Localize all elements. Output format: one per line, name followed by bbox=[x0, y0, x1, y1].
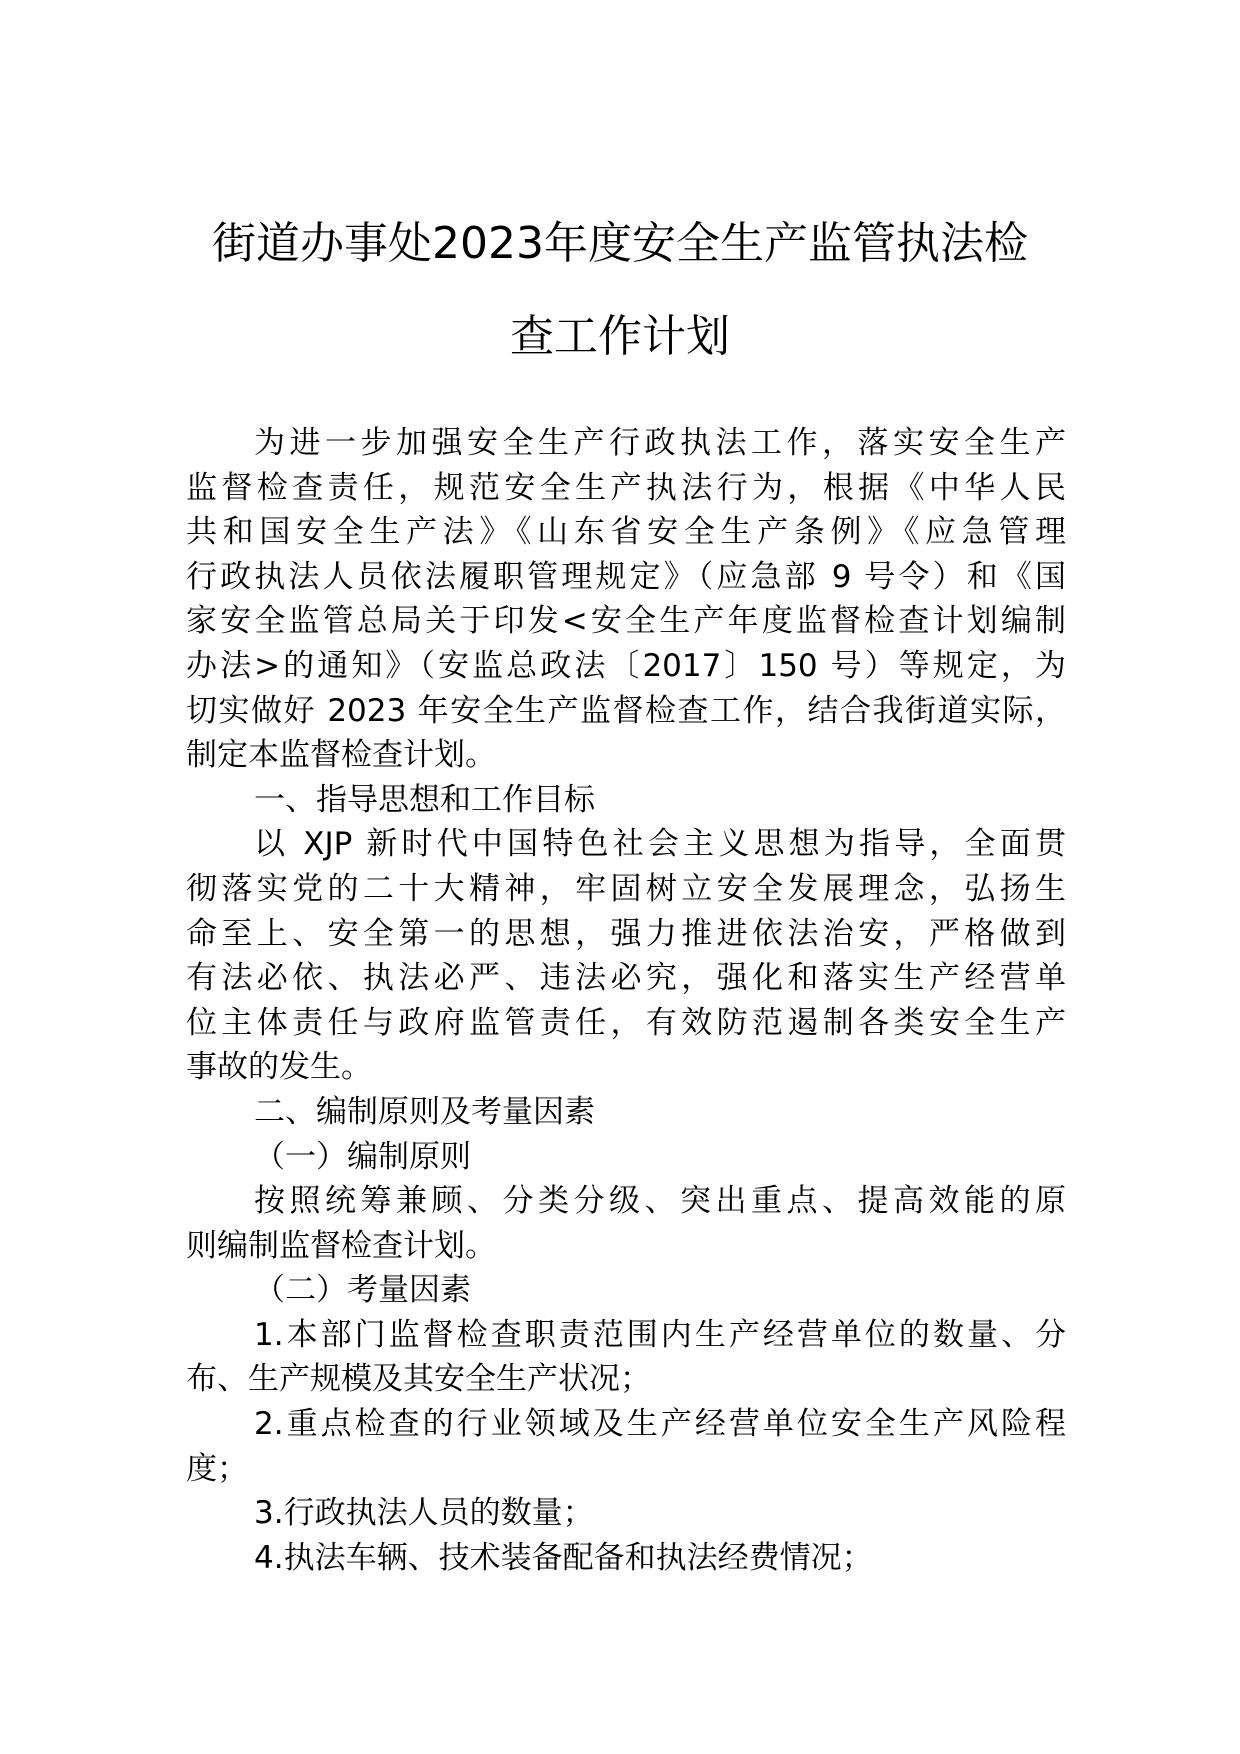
body-text-line: 共和国安全生产法》《山东省安全生产条例》《应急管理 bbox=[186, 514, 1066, 551]
body-text-line: 命至上、安全第一的思想，强力推进依法治安，严格做到 bbox=[186, 915, 1066, 952]
body-text-line: 4.执法车辆、技术装备配备和执法经费情况； bbox=[254, 1539, 873, 1576]
body-text-line: 二、编制原则及考量因素 bbox=[254, 1093, 595, 1130]
body-text-line: 以 XJP 新时代中国特色社会主义思想为指导，全面贯 bbox=[254, 826, 1066, 863]
body-text-line: （一）编制原则 bbox=[254, 1138, 471, 1175]
body-text-line: 度； bbox=[186, 1450, 248, 1487]
body-text-line: 3.行政执法人员的数量； bbox=[254, 1495, 594, 1532]
body-text-line: 为进一步加强安全生产行政执法工作，落实安全生产 bbox=[254, 425, 1066, 461]
body-text-line: 切实做好 2023 年安全生产监督检查工作，结合我街道实际， bbox=[186, 692, 1066, 729]
body-text-line: 彻落实党的二十大精神，牢固树立安全发展理念，弘扬生 bbox=[186, 870, 1066, 907]
document-title-line-2: 查工作计划 bbox=[510, 311, 730, 362]
body-text-line: 则编制监督检查计划。 bbox=[186, 1227, 496, 1264]
body-text-line: 位主体责任与政府监管责任，有效防范遏制各类安全生产 bbox=[186, 1004, 1066, 1041]
body-text-line: 按照统筹兼顾、分类分级、突出重点、提高效能的原 bbox=[254, 1183, 1066, 1220]
body-text-line: 2.重点检查的行业领域及生产经营单位安全生产风险程 bbox=[254, 1406, 1066, 1443]
body-text-line: 有法必依、执法必严、违法必究，强化和落实生产经营单 bbox=[186, 960, 1066, 997]
body-text-line: 行政执法人员依法履职管理规定》（应急部 9 号令）和《国 bbox=[186, 558, 1066, 595]
body-text-line: 事故的发生。 bbox=[186, 1049, 372, 1086]
body-text-line: 布、生产规模及其安全生产状况； bbox=[186, 1361, 651, 1398]
document-title-line-1: 街道办事处2023年度安全生产监管执法检 bbox=[212, 218, 1028, 269]
body-text-line: 1.本部门监督检查职责范围内生产经营单位的数量、分 bbox=[254, 1316, 1066, 1353]
body-text-line: 一、指导思想和工作目标 bbox=[254, 781, 595, 818]
body-text-line: 办法>的通知》（安监总政法〔2017〕150 号）等规定，为 bbox=[186, 647, 1066, 684]
document-body bbox=[186, 421, 1066, 1580]
body-text-line: 家安全监管总局关于印发<安全生产年度监督检查计划编制 bbox=[186, 603, 1066, 640]
body-text-line: 制定本监督检查计划。 bbox=[186, 737, 496, 774]
body-text-line: （二）考量因素 bbox=[254, 1272, 471, 1309]
body-text-line: 监督检查责任，规范安全生产执法行为，根据《中华人民 bbox=[186, 469, 1066, 506]
